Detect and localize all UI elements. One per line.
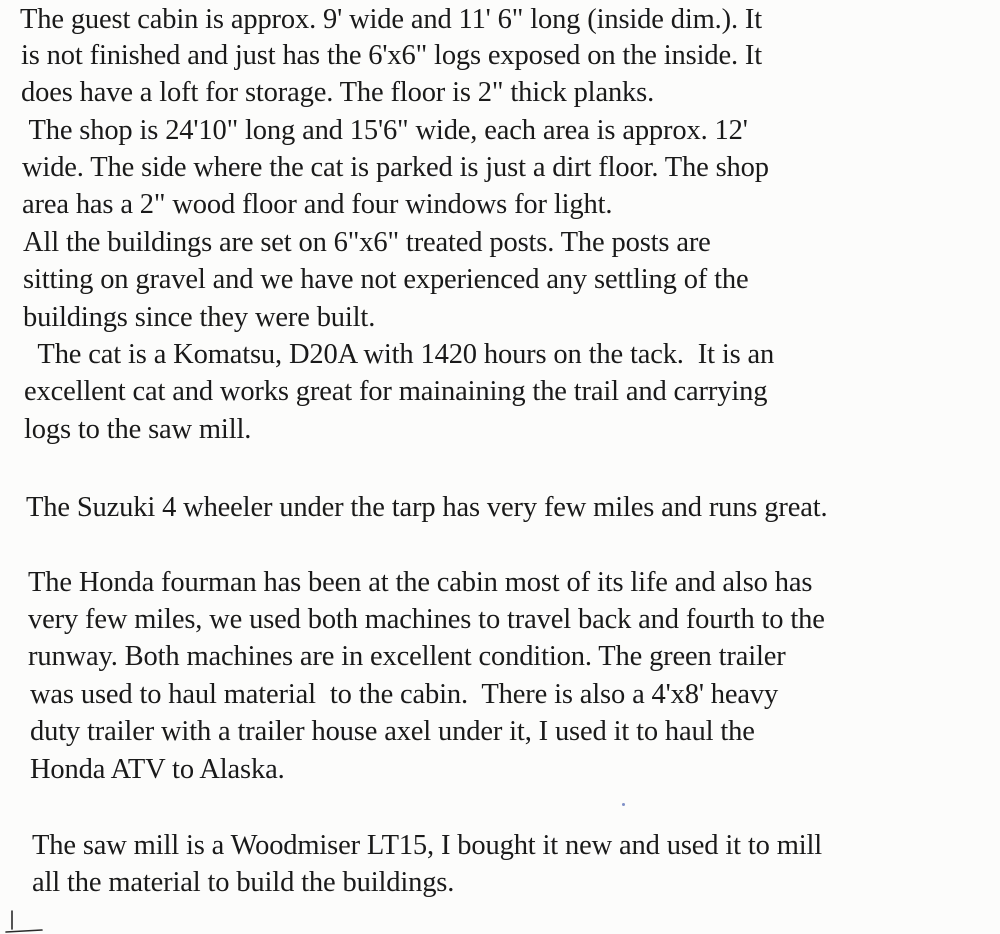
text-line: duty trailer with a trailer house axel under it, I used it to haul the <box>30 716 755 747</box>
text-line: area has a 2" wood floor and four windows for light. <box>22 189 613 220</box>
text-line: is not finished and just has the 6'x6" logs exposed on the inside. It <box>21 40 763 71</box>
text-line: Honda ATV to Alaska. <box>30 754 285 785</box>
text-line: The Honda fourman has been at the cabin most of its life and also has <box>28 567 813 598</box>
text-line: All the buildings are set on 6"x6" treated posts. The posts are <box>23 227 711 258</box>
text-line: all the material to build the buildings. <box>32 867 455 898</box>
text-line: The shop is 24'10" long and 15'6" wide, each area is approx. 12' <box>22 115 748 146</box>
text-line: sitting on gravel and we have not experienced any settling of the <box>23 264 749 295</box>
text-line: buildings since they were built. <box>23 302 376 333</box>
text-line: wide. The side where the cat is parked is just a dirt floor. The shop <box>22 152 769 183</box>
text-line: does have a loft for storage. The floor is 2" thick planks. <box>21 77 655 108</box>
ink-speck <box>622 803 625 806</box>
text-line: The cat is a Komatsu, D20A with 1420 hours on the tack. It is an <box>24 339 775 370</box>
text-line: very few miles, we used both machines to travel back and fourth to the <box>28 604 825 635</box>
text-line: The guest cabin is approx. 9' wide and 11' 6" long (inside dim.). It <box>20 4 763 35</box>
text-line: excellent cat and works great for mainaining the trail and carrying <box>24 376 768 407</box>
text-line: was used to haul material to the cabin. There is also a 4'x8' heavy <box>30 679 779 710</box>
text-line: logs to the saw mill. <box>24 414 252 445</box>
text-line: runway. Both machines are in excellent condition. The green trailer <box>28 641 786 672</box>
pen-mark-icon <box>4 905 44 934</box>
text-line: The Suzuki 4 wheeler under the tarp has very few miles and runs great. <box>26 492 828 523</box>
text-line: The saw mill is a Woodmiser LT15, I bought it new and used it to mill <box>32 830 823 861</box>
